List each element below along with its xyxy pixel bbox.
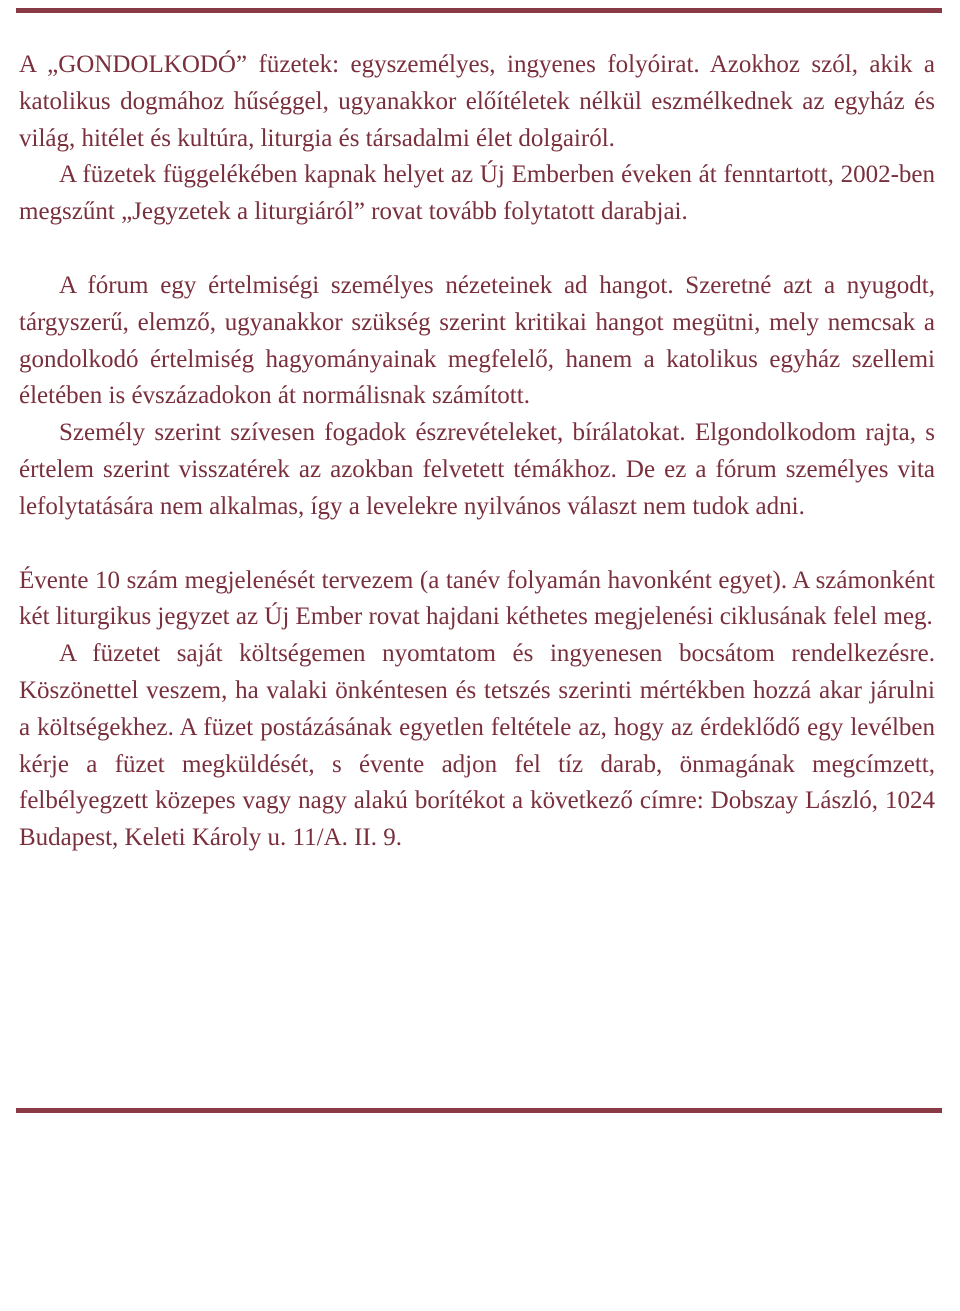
bottom-rule: [16, 1108, 942, 1113]
top-rule: [16, 8, 942, 13]
paragraph-feedback: Személy szerint szívesen fogadok észrevételeket, bírálatokat. Elgondolkodom rajta, s értelem szerint visszatérek az azokban felvetett témákhoz. De ez a fórum személyes vita lefolytatására nem alkalmas, így a levelekre nyilvános választ nem tudok adni.: [19, 419, 935, 520]
paragraph-appendix: A füzetek függelékében kapnak helyet az Új Emberben éveken át fenntartott, 2002-ben megszűnt „Jegyzetek a liturgiáról” rovat tovább folytatott darabjai.: [19, 161, 935, 226]
paragraph-costs: A füzetet saját költségemen nyomtatom és ingyenesen bocsátom rendelkezésre. Köszönettel veszem, ha valaki önkéntesen és tetszés szerinti mértékben hozzá akar járulni a költségekhez. A füzet postázásának egyetlen feltétele az, hogy az érdeklődő egy levélben kérje a füzet megküldését, s évente adjon fel tíz darab, önmagának megcímzett, felbélyegzett közepes vagy nagy alakú borítékot a következő címre: Dobszay László, 1024 Budapest, Keleti Károly u. 11/A. II. 9.: [19, 640, 935, 852]
document-body: [19, 47, 935, 857]
paragraph-schedule: Évente 10 szám megjelenését tervezem (a tanév folyamán havonként egyet). A számonként két liturgikus jegyzet az Új Ember rovat hajdani kéthetes megjelenési ciklusának felel meg.: [19, 566, 935, 631]
paragraph-forum: A fórum egy értelmiségi személyes nézeteinek ad hangot. Szeretné azt a nyugodt, tárgyszerű, elemző, ugyanakkor szükség szerint kritikai hangot megütni, mely nemcsak a gondolkodó értelmiség hagyományainak megfelelő, hanem a katolikus egyház szellemi életében is évszázadokon át normálisnak számított.: [19, 271, 935, 410]
paragraph-intro: A „GONDOLKODÓ” füzetek: egyszemélyes, ingyenes folyóirat. Azokhoz szól, akik a katolikus dogmához hűséggel, ugyanakkor előítéletek nélkül eszmélkednek az egyház és világ, hitélet és kultúra, liturgia és társadalmi élet dolgairól.: [19, 51, 935, 152]
